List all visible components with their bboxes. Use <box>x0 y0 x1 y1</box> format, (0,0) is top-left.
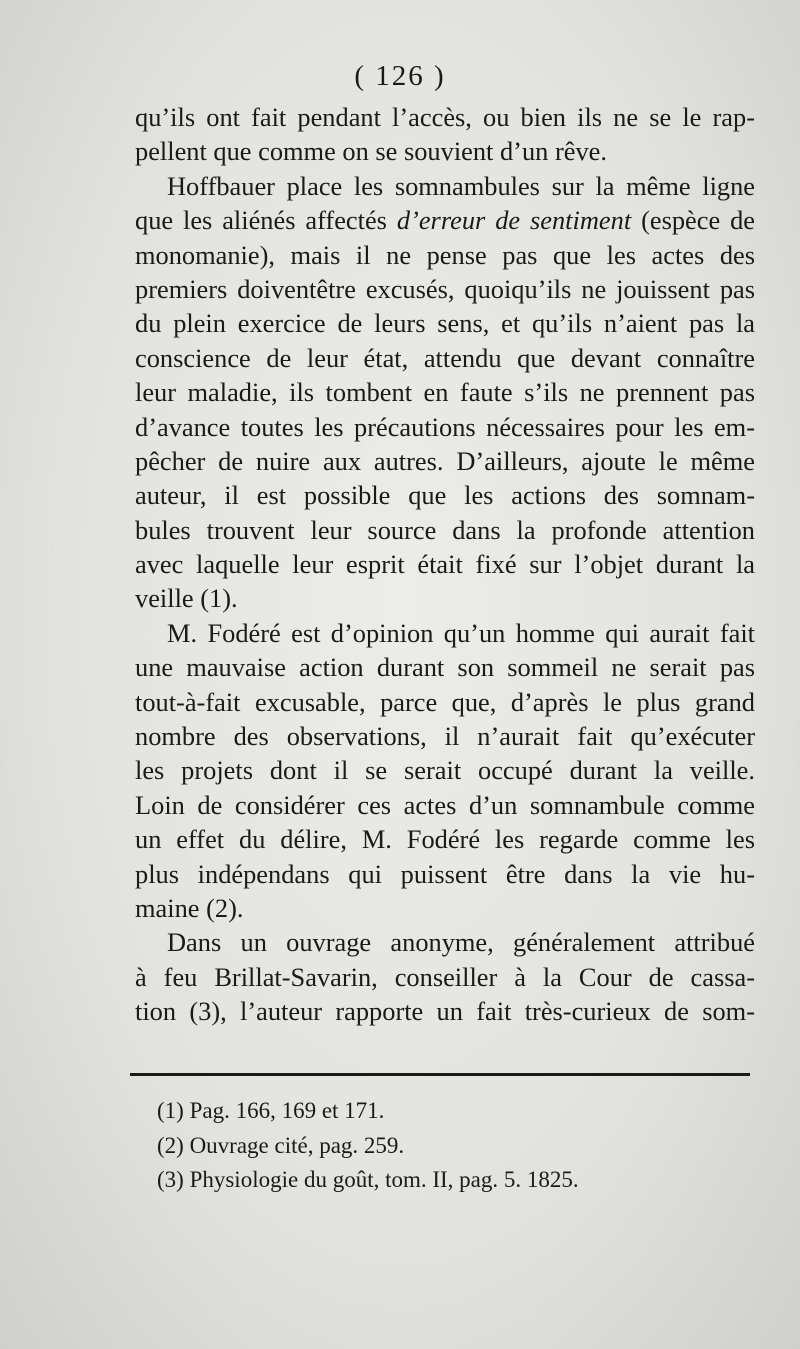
text-line: premiers doiventêtre excusés, quoiqu’ils ne jouissent pas <box>135 273 755 304</box>
text-line: monomanie), mais il ne pense pas que les actes des <box>135 239 755 270</box>
text-line: veille (1). <box>135 583 238 614</box>
text-line: conscience de leur état, attendu que devant connaître <box>135 342 755 373</box>
text-line: nombre des observations, il n’aurait fait qu’exécuter <box>135 721 755 752</box>
text-line: à feu Brillat-Savarin, conseiller à la Cour de cassa- <box>135 961 755 992</box>
text-span: (espèce de <box>641 205 755 236</box>
text-line: pellent que comme on se souvient d’un rêve. <box>135 136 607 167</box>
text-line: d’avance toutes les précautions nécessaires pour les em- <box>135 411 755 442</box>
text-line: bules trouvent leur source dans la profonde attention <box>135 514 755 545</box>
text-line: Loin de considérer ces actes d’un somnambule comme <box>135 789 755 820</box>
page-number: ( 126 ) <box>354 60 446 92</box>
text-line: pêcher de nuire aux autres. D’ailleurs, ajoute le même <box>135 445 755 476</box>
text-line: qu’ils ont fait pendant l’accès, ou bien ils ne se le rap- <box>135 102 755 132</box>
text-line: un effet du délire, M. Fodéré les regarde comme les <box>135 824 755 855</box>
text-line-with-italic <box>135 203 755 237</box>
italic-term: d’erreur de sentiment <box>396 205 632 236</box>
text-line: Dans un ouvrage anonyme, généralement attribué <box>167 927 755 958</box>
text-line: les projets dont il se serait occupé durant la veille. <box>135 755 755 786</box>
text-line: leur maladie, ils tombent en faute s’ils ne prennent pas <box>135 377 755 408</box>
text-line: avec laquelle leur esprit était fixé sur l’objet durant la <box>135 549 755 580</box>
text-line: maine (2). <box>135 892 244 923</box>
text-line: tion (3), l’auteur rapporte un fait très-curieux de som- <box>135 996 755 1027</box>
text-line: du plein exercice de leurs sens, et qu’ils n’aient pas la <box>135 308 755 339</box>
text-span: que les aliénés affectés <box>135 205 387 236</box>
text-line: Hoffbauer place les somnambules sur la même ligne <box>167 170 755 201</box>
footnotes <box>157 1094 717 1198</box>
body-text <box>135 100 755 1029</box>
text-line: tout-à-fait excusable, parce que, d’après le plus grand <box>135 686 755 717</box>
text-line: M. Fodéré est d’opinion qu’un homme qui aurait fait <box>167 617 755 648</box>
text-line: auteur, il est possible que les actions des somnam- <box>135 480 755 511</box>
text-line: une mauvaise action durant son sommeil ne serait pas <box>135 652 755 683</box>
footnote: (2) Ouvrage cité, pag. 259. <box>157 1132 405 1158</box>
footnote-divider <box>130 1073 750 1076</box>
text-line: plus indépendans qui puissent être dans la vie hu- <box>135 858 755 889</box>
footnote: (3) Physiologie du goût, tom. II, pag. 5. 1825. <box>157 1167 579 1193</box>
footnote: (1) Pag. 166, 169 et 171. <box>157 1098 385 1123</box>
